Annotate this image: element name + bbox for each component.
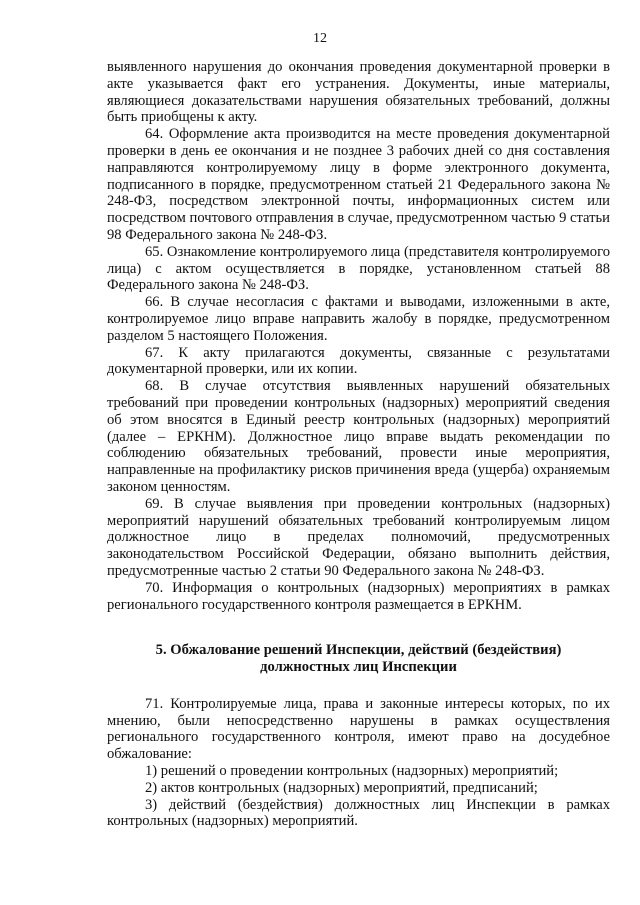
document-body xyxy=(107,59,610,830)
paragraph-64: 64. Оформление акта производится на месте проведения документарной проверки в день ее окончания и не позднее 3 рабочих дней со дня составления направляются контролируемому лицу в форме электронного документа, подписанного в порядке, предусмотренном статьей 21 Федерального закона № 248-ФЗ, посредством электронной почты, информационных систем или посредством почтового отправления в случае, предусмотренном частью 9 статьи 98 Федерального закона № 248-ФЗ. xyxy=(107,126,610,243)
section-heading-line-1: 5. Обжалование решений Инспекции, действий (бездействия) xyxy=(155,642,562,659)
list-item-3: 3) действий (бездействия) должностных лиц Инспекции в рамках контрольных (надзорных) мероприятий. xyxy=(107,796,610,830)
paragraph-67: 67. К акту прилагаются документы, связанные с результатами документарной проверки, или их копии. xyxy=(107,344,610,378)
paragraph-70: 70. Информация о контрольных (надзорных) мероприятиях в рамках регионального государственного контроля размещается в ЕРКНМ. xyxy=(107,579,610,613)
paragraph-71: 71. Контролируемые лица, права и законные интересы которых, по их мнению, были непосредственно нарушены в рамках осуществления регионального государственного контроля, имеют право на досудебное обжалование: xyxy=(107,695,610,763)
paragraph-66: 66. В случае несогласия с фактами и выводами, изложенными в акте, контролируемое лицо вправе направить жалобу в порядке, предусмотренном разделом 5 настоящего Положения. xyxy=(107,294,610,344)
section-heading xyxy=(107,642,610,676)
section-heading-line-2: должностных лиц Инспекции xyxy=(260,659,457,676)
paragraph-65: 65. Ознакомление контролируемого лица (представителя контролируемого лица) с актом осуществляется в порядке, установленном статьей 88 Федерального закона № 248-ФЗ. xyxy=(107,243,610,294)
paragraph-continuation: выявленного нарушения до окончания проведения документарной проверки в акте указывается факт его устранения. Документы, иные материалы, являющиеся доказательствами нарушения обязательных требований, должны быть приобщены к акту. xyxy=(107,59,610,126)
paragraph-69: 69. В случае выявления при проведении контрольных (надзорных) мероприятий нарушений обязательных требований контролируемым лицом должностное лицо в пределах полномочий, предусмотренных законодательством Российской Федерации, обязано выполнить действия, предусмотренные частью 2 статьи 90 Федерального закона № 248-ФЗ. xyxy=(107,495,610,579)
page-number: 12 xyxy=(313,31,327,46)
list-item-2: 2) актов контрольных (надзорных) мероприятий, предписаний; xyxy=(145,779,538,796)
paragraph-68: 68. В случае отсутствия выявленных нарушений обязательных требований при проведении контрольных (надзорных) мероприятий сведения об этом вносятся в Единый реестр контрольных (надзорных) мероприятий (далее – ЕРКНМ). Должностное лицо вправе выдать рекомендации по соблюдению обязательных требований, провести иные мероприятия, направленные на профилактику рисков причинения вреда (ущерба) охраняемым законом ценностям. xyxy=(107,378,610,495)
list-item-1: 1) решений о проведении контрольных (надзорных) мероприятий; xyxy=(145,763,559,780)
